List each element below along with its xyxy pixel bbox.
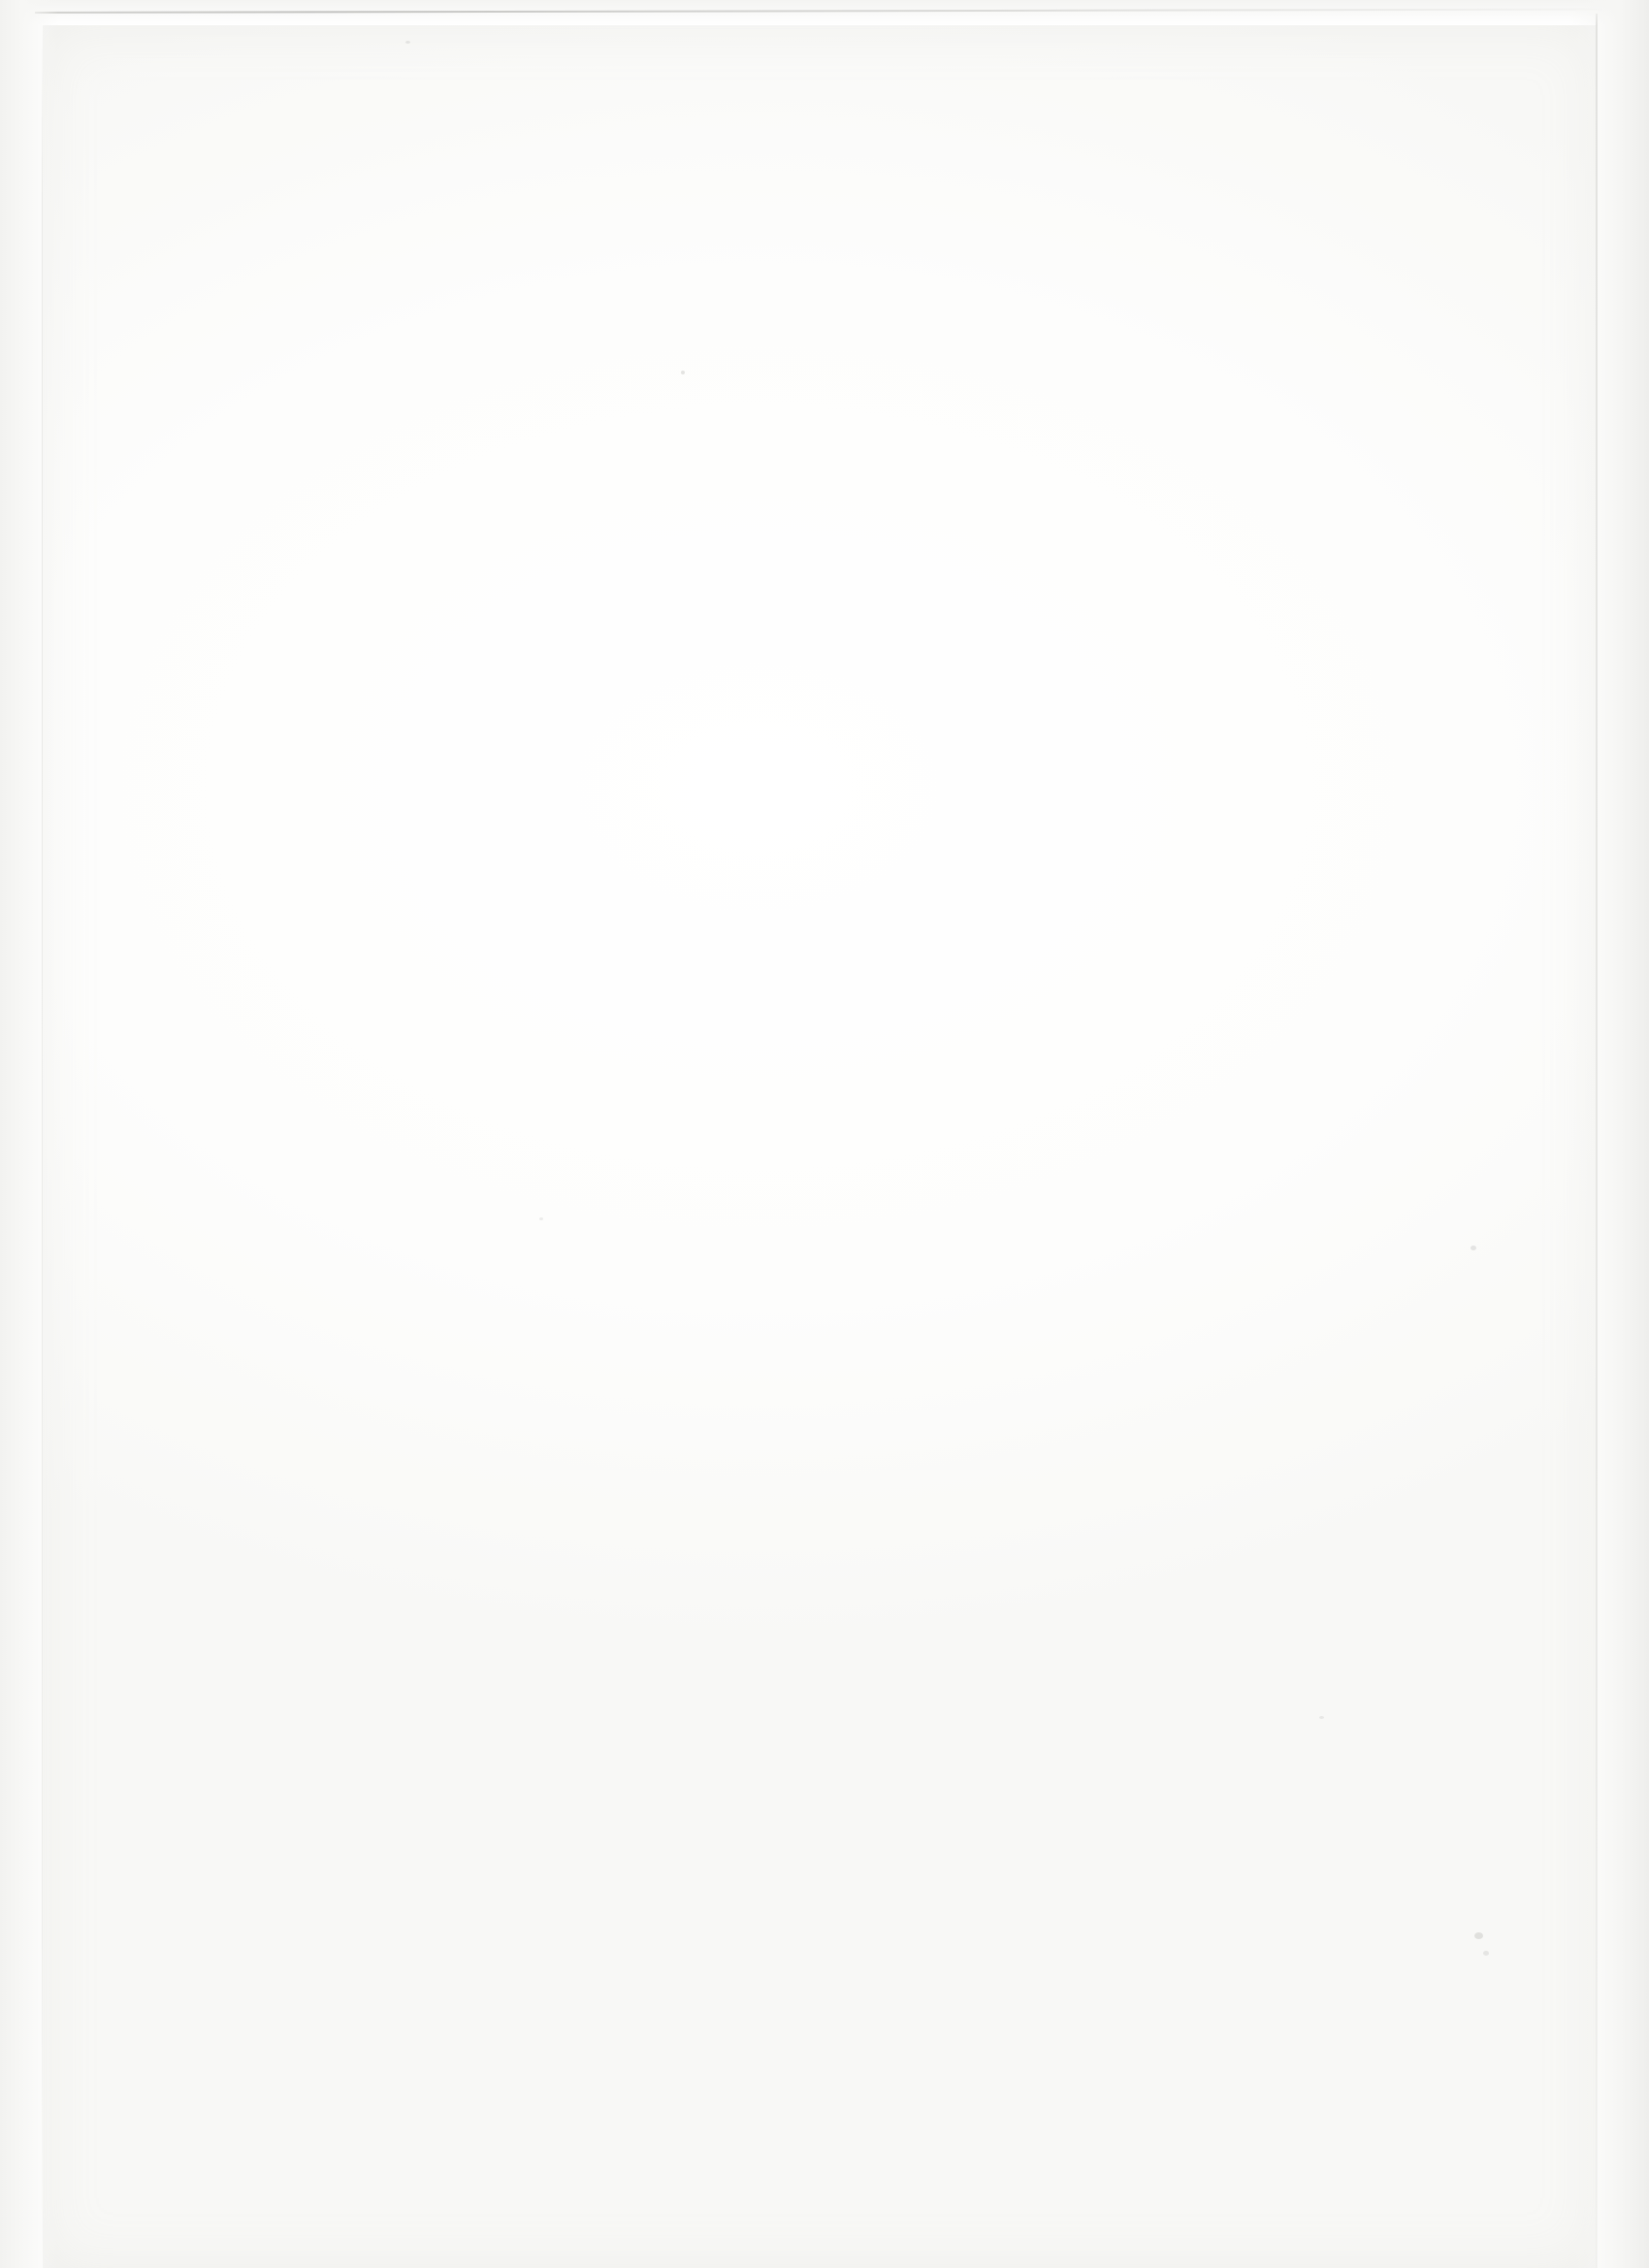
paper-sheet <box>43 25 1597 2268</box>
paper-left-edge <box>42 29 43 2260</box>
paper-right-edge <box>1596 14 1598 2268</box>
